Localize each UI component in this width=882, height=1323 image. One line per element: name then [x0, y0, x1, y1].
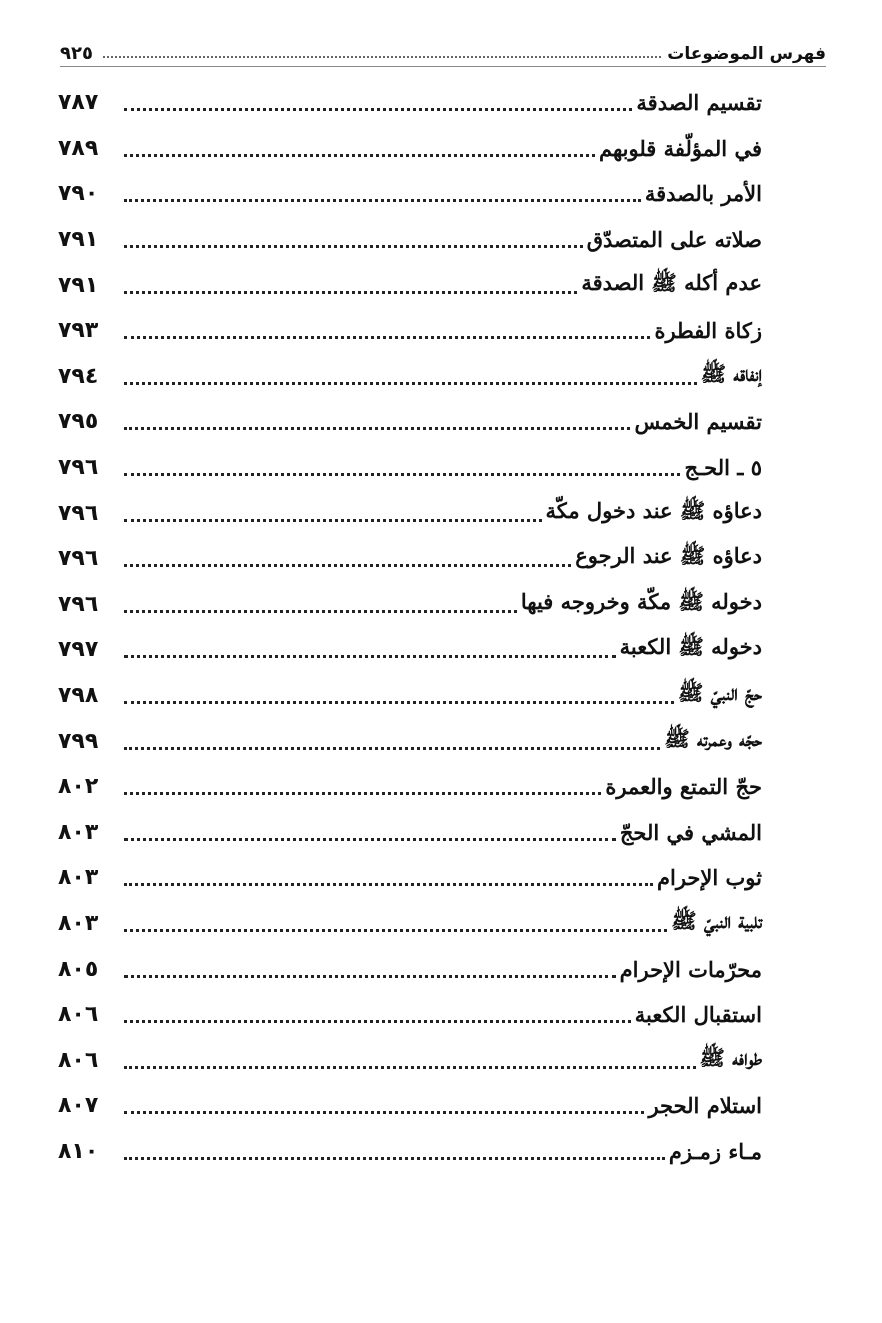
toc-entry-page-number: ٧٩٣ [58, 318, 99, 344]
toc-entry [58, 901, 762, 947]
toc-entry [58, 1083, 762, 1129]
toc-entry [58, 764, 762, 810]
toc-entry-title: حجّ النبيّ ﷺ [677, 680, 762, 706]
toc-entry [58, 1037, 762, 1083]
toc-entry-title: دخوله ﷺ الكعبة [619, 634, 762, 660]
toc-entry-page-number: ٧٩٧ [58, 637, 99, 663]
toc-entry-title: الأمر بالصدقة [644, 181, 762, 207]
toc-entry-page-number: ٧٩٦ [58, 546, 99, 572]
dot-leader [124, 883, 653, 886]
header-dot-leader [103, 56, 661, 58]
dot-leader [124, 382, 697, 385]
toc-entry-title: استقبال الكعبة [634, 1002, 762, 1028]
toc-entry-page-number: ٧٩٥ [58, 409, 99, 435]
toc-entry [58, 354, 762, 400]
dot-leader [124, 838, 616, 841]
dot-leader [124, 1157, 665, 1160]
toc-entry-title: ثوب الإحرام [657, 865, 762, 891]
toc-entry-page-number: ٧٩٨ [58, 683, 99, 709]
toc-entry-page-number: ٨٠٦ [58, 1047, 99, 1073]
toc-entry-title: استلام الحجر [648, 1093, 762, 1119]
dot-leader [124, 975, 616, 978]
toc-entry-page-number: ٨٠٦ [58, 1002, 99, 1028]
toc-entry-title: دخوله ﷺ مكّة وخروجه فيها [520, 588, 762, 614]
header-rule [60, 66, 826, 67]
toc-entry-title: صلاته على المتصدّق [586, 227, 762, 253]
toc-entry [58, 399, 762, 445]
toc-entry [58, 673, 762, 719]
toc-entry-title: طوافه ﷺ [699, 1044, 762, 1070]
toc-entry-title: دعاؤه ﷺ عند دخول مكّة [545, 497, 762, 523]
toc-entry-title: عدم أكله ﷺ الصدقة [581, 269, 762, 295]
toc-entry-title: إنفاقه ﷺ [700, 360, 762, 386]
header-page-number: ٩٢٥ [60, 43, 93, 64]
dot-leader [124, 1111, 644, 1114]
toc-entry [58, 126, 762, 172]
toc-entry-page-number: ٧٩٠ [58, 181, 99, 207]
toc-entry [58, 536, 762, 582]
toc-entry-page-number: ٧٨٧ [58, 90, 99, 116]
dot-leader [124, 427, 630, 430]
dot-leader [124, 929, 667, 932]
dot-leader [124, 564, 571, 567]
header-title: فهرس الموضوعات [667, 44, 826, 64]
toc-entry [58, 80, 762, 126]
running-header [60, 34, 826, 64]
toc-entry-page-number: ٧٩٦ [58, 500, 99, 526]
toc-entry [58, 490, 762, 536]
toc-entry-page-number: ٨٠٣ [58, 910, 99, 936]
toc-entry [58, 627, 762, 673]
toc-entry [58, 582, 762, 628]
dot-leader [124, 655, 616, 658]
toc-entry [58, 855, 762, 901]
toc-entry-title: دعاؤه ﷺ عند الرجوع [575, 543, 762, 569]
toc-entry [58, 992, 762, 1038]
toc-entry-page-number: ٧٩١ [58, 227, 99, 253]
toc-entry-page-number: ٧٩١ [58, 272, 99, 298]
dot-leader [124, 747, 660, 750]
toc-entry-page-number: ٧٨٩ [58, 135, 99, 161]
toc-entry-page-number: ٧٩٩ [58, 728, 99, 754]
dot-leader [124, 701, 674, 704]
toc-entry-page-number: ٧٩٦ [58, 591, 99, 617]
toc-entry-title: ٥ ـ الحـج [684, 455, 762, 481]
toc-entry [58, 810, 762, 856]
toc-entry [58, 445, 762, 491]
dot-leader [124, 245, 583, 248]
dot-leader [124, 519, 542, 522]
dot-leader [124, 199, 641, 202]
toc-entry [58, 946, 762, 992]
dot-leader [124, 792, 601, 795]
dot-leader [124, 108, 632, 111]
toc-entry [58, 171, 762, 217]
toc-entry-title: حجّ التمتع والعمرة [605, 774, 762, 800]
dot-leader [124, 291, 577, 294]
toc-entry-title: في المؤلّفة قلوبهم [598, 135, 762, 161]
toc-entry [58, 718, 762, 764]
toc-entry-page-number: ٨٠٢ [58, 774, 99, 800]
toc-entry-title: محرّمات الإحرام [619, 956, 762, 982]
toc-entry-title: مـاء زمـزم [668, 1138, 762, 1164]
toc-entry [58, 308, 762, 354]
toc-entry [58, 217, 762, 263]
toc-entry-page-number: ٧٩٤ [58, 363, 99, 389]
dot-leader [124, 1020, 631, 1023]
toc-entry-title: زكاة الفطرة [654, 318, 762, 344]
toc-entry-page-number: ٨٠٧ [58, 1093, 99, 1119]
toc-entry-title: تقسيم الصدقة [636, 90, 762, 116]
toc-entry-title: تلبية النبيّ ﷺ [671, 907, 762, 933]
dot-leader [124, 154, 595, 157]
dot-leader [124, 1066, 696, 1069]
toc-entry-page-number: ٨٠٣ [58, 865, 99, 891]
table-of-contents [58, 80, 762, 1174]
toc-entry-page-number: ٨١٠ [58, 1138, 99, 1164]
toc-entry [58, 262, 762, 308]
toc-entry-title: تقسيم الخمس [634, 409, 762, 435]
toc-entry [58, 1129, 762, 1175]
toc-entry-title: حجّه وعمرته ﷺ [664, 725, 762, 751]
dot-leader [124, 610, 517, 613]
dot-leader [124, 336, 650, 339]
toc-entry-page-number: ٨٠٣ [58, 819, 99, 845]
dot-leader [124, 473, 680, 476]
toc-entry-page-number: ٨٠٥ [58, 956, 99, 982]
toc-entry-title: المشي في الحجّ [619, 819, 762, 845]
toc-entry-page-number: ٧٩٦ [58, 455, 99, 481]
